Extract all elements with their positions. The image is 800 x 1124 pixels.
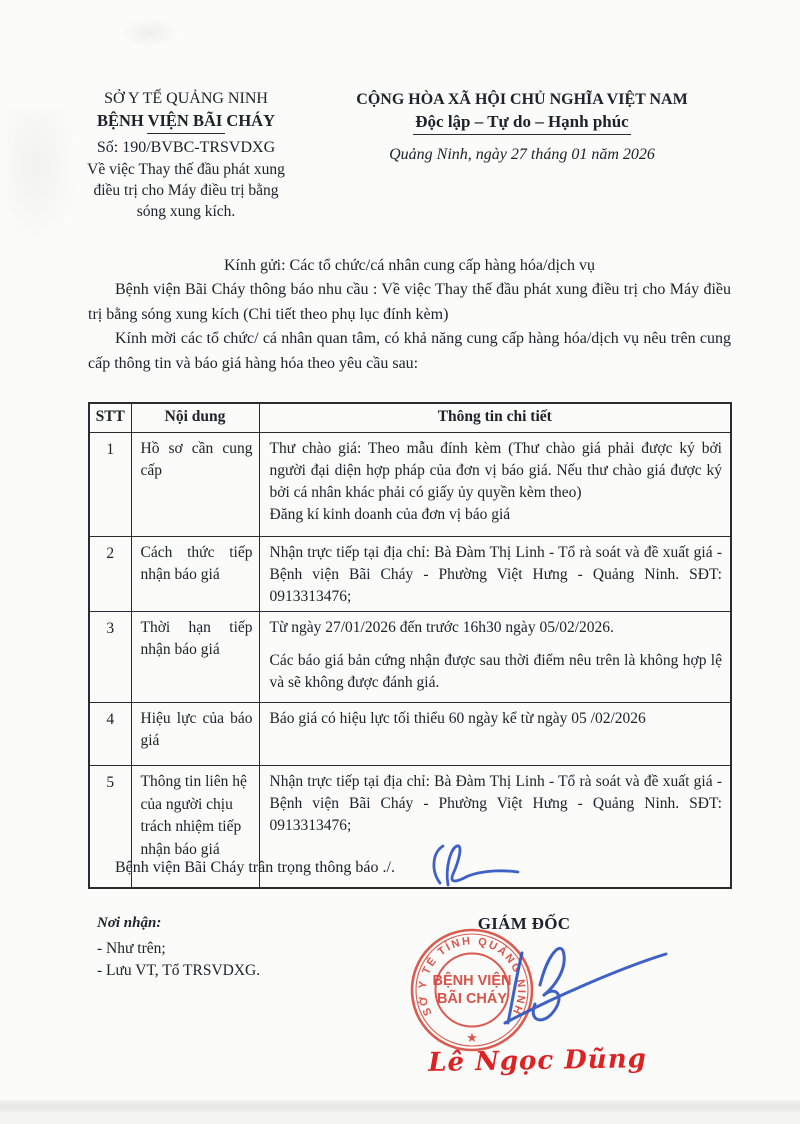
body-paragraph: Bệnh viện Bãi Cháy thông báo nhu cầu : Về việc Thay thế đầu phát xung điều trị cho Máy điều trị bằng sóng xung kích (Chi tiết theo phụ lục đính kèm) [88, 281, 731, 323]
row-number-cell: 1 [89, 433, 131, 537]
table-row [89, 433, 731, 537]
issuer-block [82, 88, 290, 222]
details-paragraph: Báo giá có hiệu lực tối thiểu 60 ngày kể từ ngày 05 /02/2026 [269, 710, 646, 727]
recipient-item: - Lưu VT, Tổ TRSVDXG. [97, 962, 261, 979]
stamp-star-icon: ★ [466, 1030, 478, 1045]
category-cell: Cách thức tiếp nhận báo giá [131, 537, 259, 612]
signer-title: GIÁM ĐỐC [477, 914, 571, 933]
issuer-organization: BỆNH VIỆN BÃI CHÁY [96, 111, 276, 130]
recipient-item: - Như trên; [97, 939, 166, 957]
details-paragraph: Đăng kí kinh doanh của đơn vị báo giá [269, 506, 511, 523]
category-cell: Thời hạn tiếp nhận báo giá [131, 612, 259, 703]
issuer-underline [147, 133, 225, 134]
national-header-country: CỘNG HÒA XÃ HỘI CHỦ NGHĨA VIỆT NAM [356, 91, 688, 108]
document-subject: Về việc Thay thế đầu phát xung điều trị cho Máy điều trị bằng sóng xung kích. [87, 161, 285, 220]
details-cell [259, 612, 731, 703]
document-number: Số: 190/BVBC-TRSVDXG [96, 139, 276, 156]
details-cell [259, 537, 731, 612]
scan-edge-shadow [0, 1100, 800, 1112]
category-cell: Thông tin liên hệ của người chịu trách nhiệm tiếp nhận báo giá [131, 766, 259, 889]
details-paragraph: Thư chào giá: Theo mẫu đính kèm (Thư chào giá phải được ký bởi người đại diện hợp pháp của đơn vị báo giá. Nếu thư chào giá được ký bởi cá nhân khác phải có giấy ủy quyền kèm theo) [269, 440, 722, 501]
recipients-label: Nơi nhận: [97, 915, 162, 931]
national-header-motto: Độc lập – Tự do – Hạnh phúc [413, 112, 630, 135]
quotation-table [88, 402, 732, 889]
salutation-line: Kính gửi: Các tổ chức/cá nhân cung cấp hàng hóa/dịch vụ [223, 257, 595, 274]
place-and-date: Quảng Ninh, ngày 27 tháng 01 năm 2026 [389, 146, 655, 163]
table-row [89, 537, 731, 612]
column-header-stt: STT [89, 403, 131, 433]
column-header-noidung: Nội dung [131, 403, 259, 433]
director-signature [468, 933, 680, 1037]
stamp-ring-text: SỞ Y TẾ TỈNH QUẢNG NINH [416, 935, 528, 1018]
table-header-row [89, 403, 731, 433]
national-header-block [346, 90, 698, 164]
row-number-cell: 2 [89, 537, 131, 612]
recipients-block [97, 912, 260, 983]
stamp-center-line2: BÃI CHÁY [436, 991, 508, 1007]
category-cell: Hiệu lực của báo giá [131, 703, 259, 766]
body-paragraph: Kính mời các tổ chức/ cá nhân quan tâm, có khả năng cung cấp hàng hóa/dịch vụ nêu trên cung cấp thông tin và báo giá hàng hóa theo yêu cầu sau: [88, 330, 731, 372]
stamp-center-line1: BỆNH VIỆN [432, 973, 512, 989]
row-number-cell: 5 [89, 766, 131, 889]
details-paragraph: Các báo giá bản cứng nhận được sau thời điểm nêu trên là không hợp lệ và sẽ không được đánh giá. [269, 652, 722, 691]
details-cell [259, 703, 731, 766]
issuer-authority: SỞ Y TẾ QUẢNG NINH [104, 90, 268, 107]
scan-smudge [8, 110, 78, 250]
scan-edge [0, 1112, 800, 1124]
scan-smudge [120, 18, 180, 48]
table-row [89, 703, 731, 766]
details-paragraph: Từ ngày 27/01/2026 đến trước 16h30 ngày 05/02/2026. [269, 619, 614, 636]
document-body [88, 254, 731, 376]
details-paragraph: Nhận trực tiếp tại địa chỉ: Bà Đàm Thị Linh - Tổ rà soát và đề xuất giá - Bệnh viện Bãi Cháy - Phường Việt Hưng - Quảng Ninh. SĐT: 0913313476; [269, 544, 722, 605]
table-row [89, 612, 731, 703]
pen-initial-mark [424, 841, 524, 889]
signer-name: Lê Ngọc Dũng [427, 1044, 648, 1078]
column-header-chitiet: Thông tin chi tiết [259, 403, 731, 433]
category-cell: Hồ sơ cần cung cấp [131, 433, 259, 537]
details-cell [259, 433, 731, 537]
row-number-cell: 3 [89, 612, 131, 703]
details-paragraph: Nhận trực tiếp tại địa chỉ: Bà Đàm Thị Linh - Tổ rà soát và đề xuất giá - Bệnh viện Bãi Cháy - Phường Việt Hưng - Quảng Ninh. SĐT: 0913313476; [269, 773, 722, 834]
closing-line: Bệnh viện Bãi Cháy trân trọng thông báo ./. [115, 859, 395, 876]
row-number-cell: 4 [89, 703, 131, 766]
